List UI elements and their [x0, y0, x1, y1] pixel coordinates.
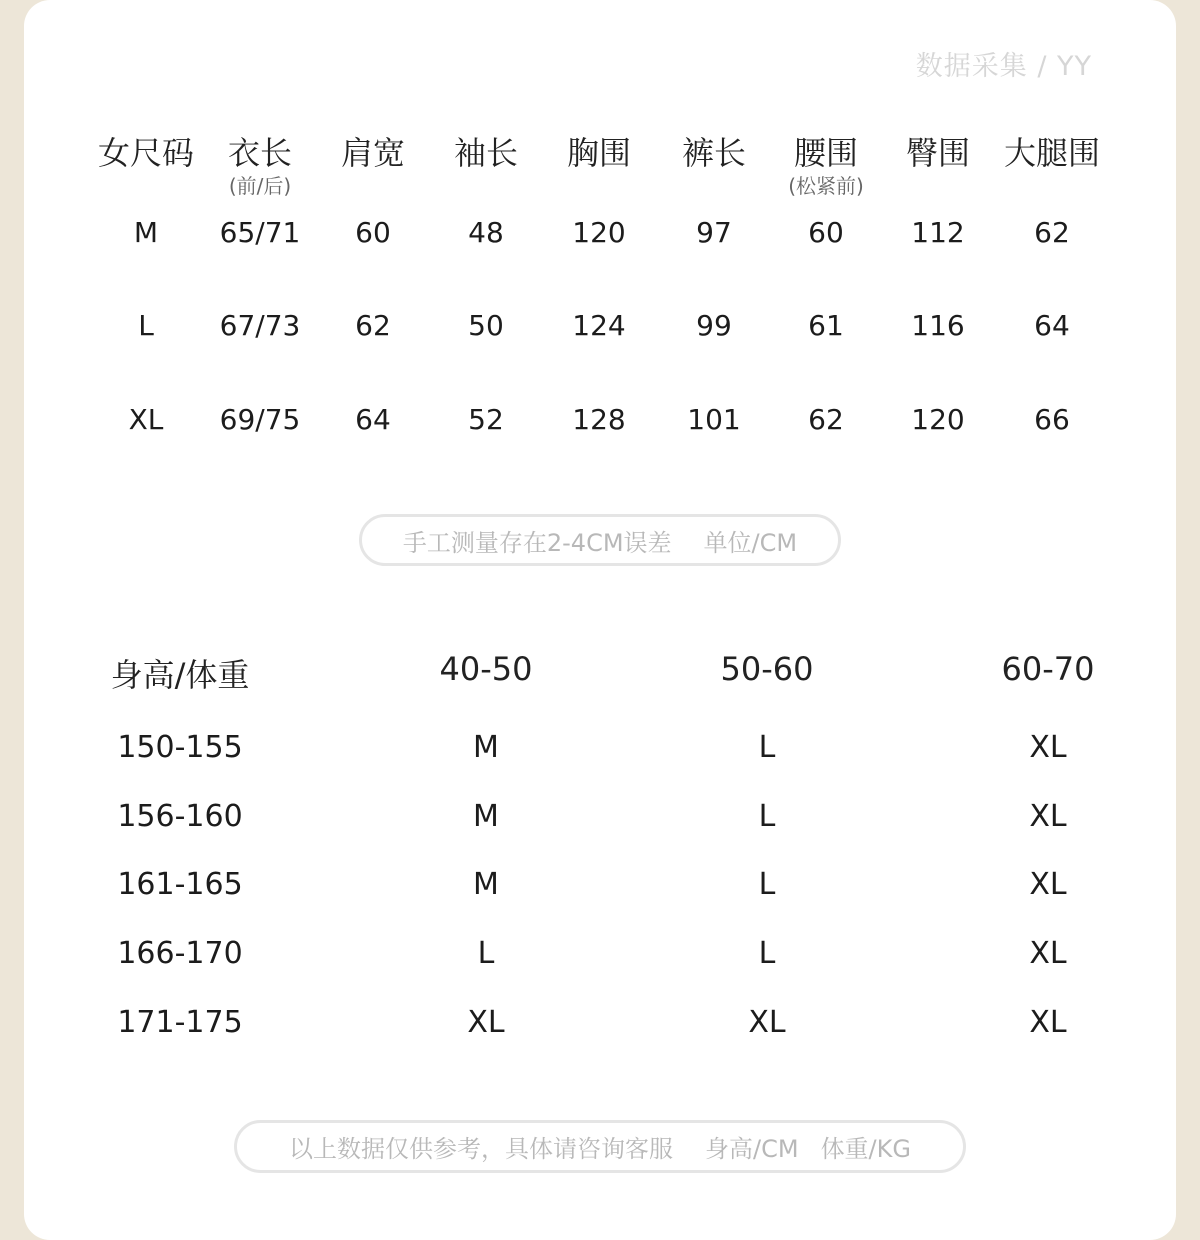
height-unit-text: 身高/CM	[705, 1135, 799, 1163]
measurement-error-text: 手工测量存在2-4CM误差	[402, 528, 672, 557]
size-cell: 48	[468, 216, 504, 249]
header-size: 女尺码	[97, 134, 195, 172]
fit-cell: M	[473, 730, 499, 765]
weight-unit-text: 体重/KG	[820, 1135, 911, 1163]
size-cell: 124	[572, 309, 626, 342]
measurement-note	[359, 514, 841, 566]
fit-cell: XL	[467, 1005, 505, 1040]
fit-cell: XL	[1029, 1005, 1067, 1040]
fit-cell: XL	[1029, 730, 1067, 765]
size-cell: 50	[468, 309, 504, 342]
size-cell: 97	[696, 216, 732, 249]
size-cell: 69/75	[219, 403, 301, 436]
size-cell: 52	[468, 403, 504, 436]
header-hip: 臀围	[905, 134, 971, 172]
fit-cell: L	[758, 936, 776, 971]
header-weight-40-50: 40-50	[439, 650, 533, 688]
size-cell: 101	[687, 403, 741, 436]
size-cell: 62	[355, 309, 391, 342]
size-cell: 62	[808, 403, 844, 436]
size-chart-card	[24, 0, 1176, 1240]
size-cell: 60	[808, 216, 844, 249]
size-cell: 66	[1034, 403, 1070, 436]
size-cell: 65/71	[219, 216, 301, 249]
fit-cell: L	[477, 936, 495, 971]
size-cell: 62	[1034, 216, 1070, 249]
size-cell: M	[133, 216, 159, 249]
header-waist-note: (松紧前)	[788, 174, 864, 198]
fit-cell: XL	[748, 1005, 786, 1040]
size-cell: 120	[911, 403, 965, 436]
header-weight-50-60: 50-60	[720, 650, 814, 688]
header-length: 衣长	[227, 134, 293, 172]
fit-cell: XL	[1029, 936, 1067, 971]
size-cell: L	[138, 309, 154, 342]
header-sleeve: 袖长	[453, 134, 519, 172]
size-cell: 128	[572, 403, 626, 436]
reference-text: 以上数据仅供参考，具体请咨询客服	[289, 1135, 673, 1163]
fit-cell: 150-155	[117, 730, 243, 765]
size-cell: 67/73	[219, 309, 301, 342]
reference-note	[234, 1120, 966, 1173]
fit-cell: XL	[1029, 867, 1067, 902]
header-waist: 腰围	[793, 134, 859, 172]
header-height-weight: 身高/体重	[110, 656, 250, 694]
fit-cell: 166-170	[117, 936, 243, 971]
header-weight-60-70: 60-70	[1001, 650, 1095, 688]
fit-cell: L	[758, 867, 776, 902]
size-cell: 116	[911, 309, 965, 342]
fit-cell: M	[473, 799, 499, 834]
fit-cell: M	[473, 867, 499, 902]
size-cell: 64	[1034, 309, 1070, 342]
size-cell: XL	[128, 403, 164, 436]
header-thigh: 大腿围	[1003, 134, 1101, 172]
data-credit: 数据采集 / YY	[915, 51, 1092, 82]
unit-text: 单位/CM	[703, 528, 798, 557]
fit-cell: L	[758, 730, 776, 765]
fit-cell: 156-160	[117, 799, 243, 834]
fit-cell: 161-165	[117, 867, 243, 902]
size-cell: 61	[808, 309, 844, 342]
header-length-note: (前/后)	[228, 174, 292, 198]
fit-cell: 171-175	[117, 1005, 243, 1040]
fit-cell: XL	[1029, 799, 1067, 834]
header-bust: 胸围	[566, 134, 632, 172]
header-shoulder: 肩宽	[340, 134, 406, 172]
size-cell: 120	[572, 216, 626, 249]
size-cell: 112	[911, 216, 965, 249]
size-cell: 64	[355, 403, 391, 436]
size-cell: 99	[696, 309, 732, 342]
size-cell: 60	[355, 216, 391, 249]
fit-cell: L	[758, 799, 776, 834]
header-pants-length: 裤长	[681, 134, 747, 172]
